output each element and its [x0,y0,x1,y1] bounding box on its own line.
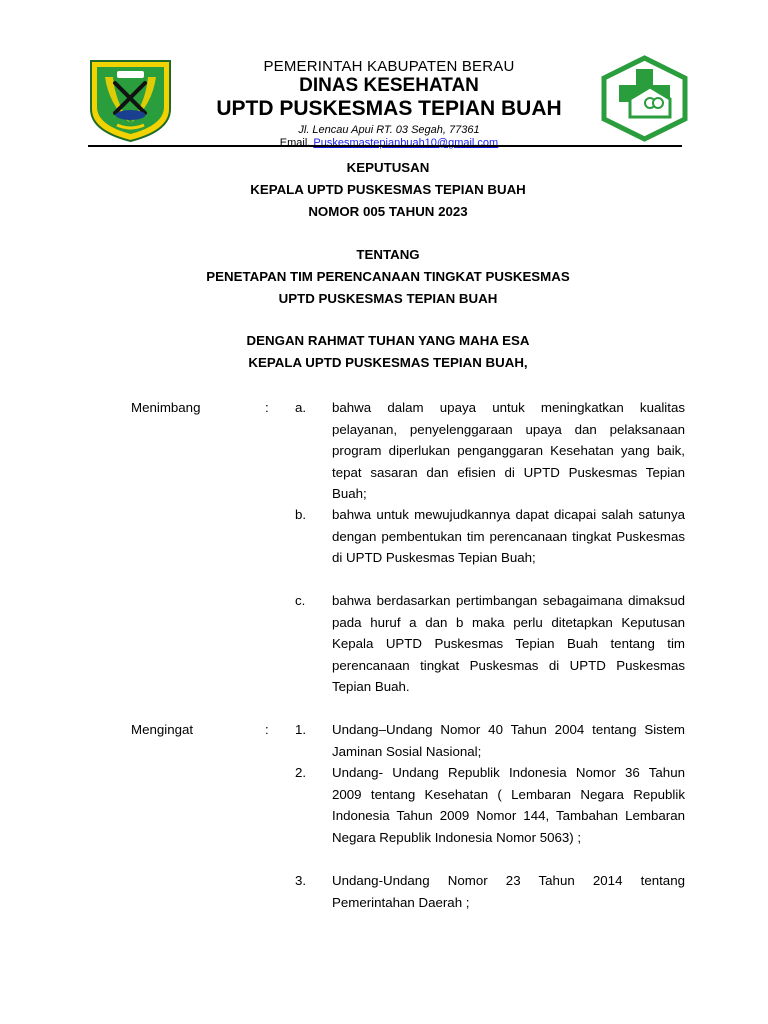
item-marker: b. [295,507,307,522]
menimbang-colon: : [265,400,269,415]
decision-heading [80,157,696,223]
subject-heading [80,244,696,310]
invocation-line-1: DENGAN RAHMAT TUHAN YANG MAHA ESA [246,333,530,348]
item-text: Undang–Undang Nomor 40 Tahun 2004 tentang Sistem Jaminan Sosial Nasional; [332,722,685,759]
item-marker: 1. [295,722,307,737]
email-link[interactable]: Puskesmastepianbuah10@gmail.com [313,137,499,149]
letterhead-divider [88,145,682,147]
menimbang-label: Menimbang [131,400,201,415]
item-text: bahwa untuk mewujudkannya dapat dicapai salah satunya dengan pembentukan tim perencanaan tingkat Puskesmas di UPTD Puskesmas Tepian Buah; [332,507,685,565]
item-text: bahwa berdasarkan pertimbangan sebagaimana dimaksud pada huruf a dan b maka perlu ditetapkan Keputusan Kepala UPTD Puskesmas Tepian Buah tentang tim perencanaan tingkat Puskesmas di UPTD Puskesmas Tepian Buah. [332,593,685,694]
item-text: bahwa dalam upaya untuk meningkatkan kualitas pelayanan, penyelenggaraan upaya dan pelaksanaan program diperlukan penganggaran Kesehatan yang baik, tepat sasaran dan efisien di UPTD Puskesmas Tepian Buah; [332,400,685,501]
item-text: Undang-Undang Nomor 23 Tahun 2014 tentang Pemerintahan Daerah ; [332,873,685,910]
invocation-heading [80,330,696,374]
address: Jl. Lencau Apui RT. 03 Segah, 77361 [298,124,480,136]
decision-title: KEPUTUSAN [346,160,430,175]
invocation-line-2: KEPALA UPTD PUSKESMAS TEPIAN BUAH, [248,355,528,370]
subject-label: TENTANG [356,247,420,262]
agency-name: DINAS KESEHATAN [299,75,479,96]
item-marker: c. [295,593,306,608]
puskesmas-cross-logo-icon [600,55,689,142]
decision-number: NOMOR 005 TAHUN 2023 [308,204,468,219]
mengingat-label: Mengingat [131,722,194,737]
subject-line-1: PENETAPAN TIM PERENCANAAN TINGKAT PUSKESMAS [206,269,570,284]
unit-name: UPTD PUSKESMAS TEPIAN BUAH [216,97,562,120]
email-line [180,137,598,150]
decision-issuer: KEPALA UPTD PUSKESMAS TEPIAN BUAH [250,182,526,197]
item-marker: a. [295,400,307,415]
email-label: Email. [279,137,311,149]
berau-regency-emblem-icon [87,57,174,143]
item-marker: 3. [295,873,307,888]
subject-line-2: UPTD PUSKESMAS TEPIAN BUAH [278,291,498,306]
item-marker: 2. [295,765,307,780]
government-name: PEMERINTAH KABUPATEN BERAU [263,58,515,75]
letterhead [180,58,598,150]
item-text: Undang- Undang Republik Indonesia Nomor 36 Tahun 2009 tentang Kesehatan ( Lembaran Negara Republik Indonesia Tahun 2009 Nomor 144, Tambahan Lembaran Negara Republik Indonesia Nomor 5063) ; [332,765,685,845]
mengingat-colon: : [265,722,269,737]
